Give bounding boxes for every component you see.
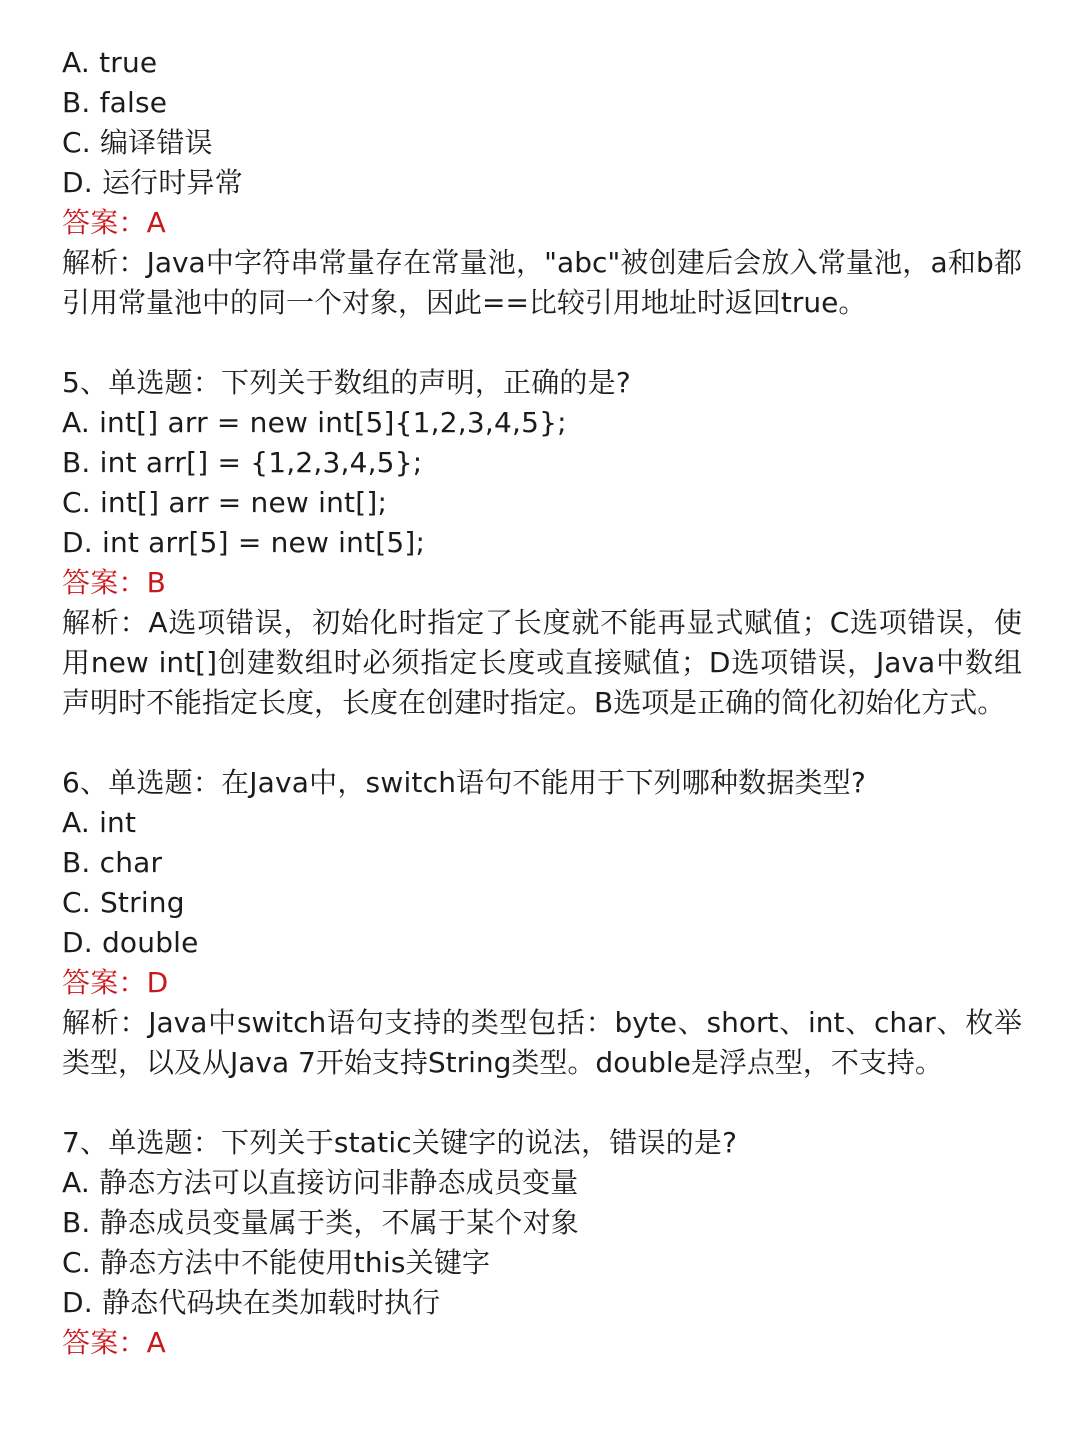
q7-answer: 答案：A — [62, 1326, 166, 1359]
q7-option-c: C. 静态方法中不能使用this关键字 — [62, 1246, 491, 1279]
quiz-page — [62, 43, 1022, 1363]
q4-option-d: D. 运行时异常 — [62, 166, 243, 199]
q6-option-c: C. String — [62, 886, 185, 919]
q6-answer: 答案：D — [62, 966, 169, 999]
question-4-block — [62, 43, 1022, 323]
question-6-block — [62, 763, 1022, 1083]
q4-option-c: C. 编译错误 — [62, 126, 213, 159]
q7-option-b: B. 静态成员变量属于类，不属于某个对象 — [62, 1206, 580, 1239]
q6-option-b: B. char — [62, 846, 163, 879]
spacer — [62, 723, 1022, 763]
spacer — [62, 1083, 1022, 1123]
q4-answer: 答案：A — [62, 206, 166, 239]
q7-option-d: D. 静态代码块在类加载时执行 — [62, 1286, 441, 1319]
q6-analysis: 解析：Java中switch语句支持的类型包括：byte、short、int、char、枚举类型，以及从Java 7开始支持String类型。double是浮点型，不支持。 — [62, 1006, 1022, 1079]
q5-question: 5、单选题：下列关于数组的声明，正确的是? — [62, 366, 631, 399]
q6-option-d: D. double — [62, 926, 199, 959]
q6-option-a: A. int — [62, 806, 137, 839]
q7-question: 7、单选题：下列关于static关键字的说法，错误的是? — [62, 1126, 738, 1159]
q5-analysis: 解析：A选项错误，初始化时指定了长度就不能再显式赋值；C选项错误，使用new int[]创建数组时必须指定长度或直接赋值；D选项错误，Java中数组声明时不能指定长度，长度在创建时指定。B选项是正确的简化初始化方式。 — [62, 606, 1022, 719]
q5-option-d: D. int arr[5] = new int[5]; — [62, 526, 426, 559]
q4-option-b: B. false — [62, 86, 168, 119]
q4-option-a: A. true — [62, 46, 158, 79]
q4-analysis: 解析：Java中字符串常量存在常量池，"abc"被创建后会放入常量池，a和b都引用常量池中的同一个对象，因此==比较引用地址时返回true。 — [62, 246, 1022, 319]
question-7-block — [62, 1123, 1022, 1363]
q7-option-a: A. 静态方法可以直接访问非静态成员变量 — [62, 1166, 579, 1199]
q5-option-b: B. int arr[] = {1,2,3,4,5}; — [62, 446, 423, 479]
q5-option-a: A. int[] arr = new int[5]{1,2,3,4,5}; — [62, 406, 567, 439]
q5-option-c: C. int[] arr = new int[]; — [62, 486, 388, 519]
q6-question: 6、单选题：在Java中，switch语句不能用于下列哪种数据类型? — [62, 766, 867, 799]
question-5-block — [62, 363, 1022, 723]
spacer — [62, 323, 1022, 363]
q5-answer: 答案：B — [62, 566, 167, 599]
